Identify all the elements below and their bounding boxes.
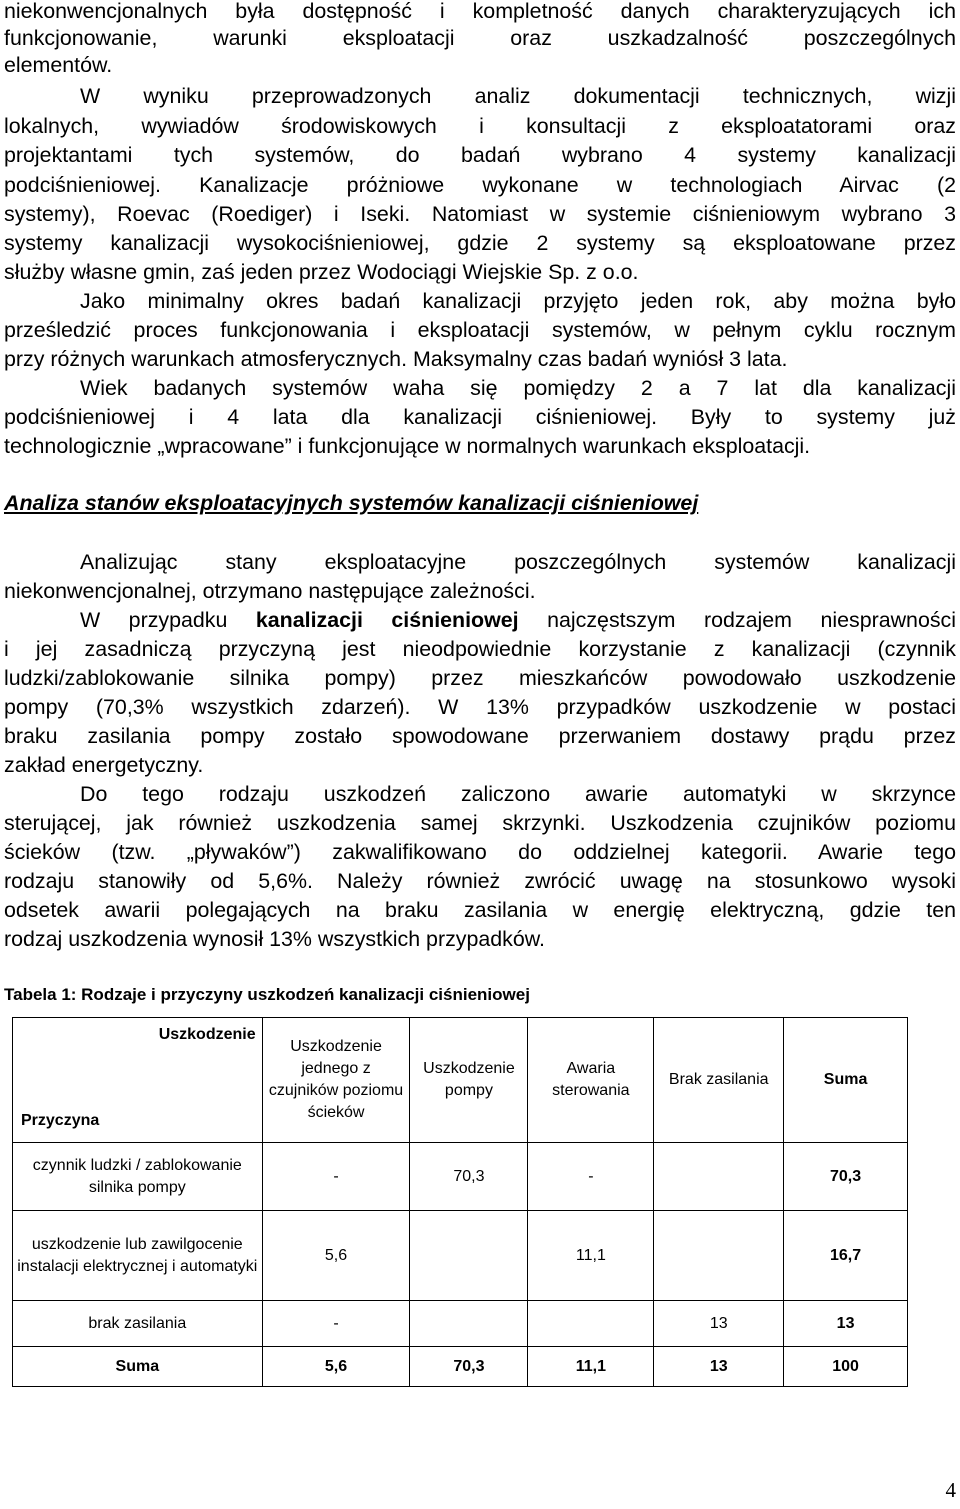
- text-line: rodzaju stanowiły od 5,6%. Należy również zwrócić uwagę na stosunkowo wysoki: [4, 869, 956, 893]
- value-cell: 13: [654, 1301, 784, 1347]
- text-line: pompy (70,3% wszystkich zdarzeń). W 13% przypadków uszkodzenie w postaci: [4, 695, 956, 719]
- text-line: sterującej, jak również uszkodzenia samej skrzynki. Uszkodzenia czujników poziomu: [4, 811, 956, 835]
- text-run: najczęstszym rodzajem niesprawności: [518, 608, 956, 632]
- value-cell: [410, 1301, 528, 1347]
- text-line: ścieków (tzw. „pływaków”) zakwalifikowano do oddzielnej kategorii. Awarie tego: [4, 840, 956, 864]
- section-heading: Analiza stanów eksploatacyjnych systemów kanalizacji ciśnieniowej: [4, 491, 699, 515]
- text-line: [4, 605, 956, 635]
- column-header: Uszkodzenie jednego z czujników poziomu ścieków: [262, 1018, 410, 1143]
- text-line: Jako minimalny okres badań kanalizacji przyjęto jeden rok, aby można było: [80, 289, 956, 313]
- column-header: Awaria sterowania: [528, 1018, 654, 1143]
- text-line: zakład energetyczny.: [4, 753, 204, 777]
- value-cell: -: [528, 1143, 654, 1211]
- text-line: niekonwencjonalnej, otrzymano następujące zależności.: [4, 579, 536, 603]
- sum-cell: 13: [784, 1301, 908, 1347]
- cause-cell: brak zasilania: [13, 1301, 263, 1347]
- corner-cause-label: Przyczyna: [21, 1112, 100, 1129]
- table-header-row: [13, 1018, 908, 1143]
- text-line: przy różnych warunkach atmosferycznych. Maksymalny czas badań wyniósł 3 lata.: [4, 347, 788, 371]
- text-line: prześledzić proces funkcjonowania i eksploatacji systemów, w pełnym cyklu rocznym: [4, 318, 956, 342]
- value-cell: 11,1: [528, 1211, 654, 1301]
- text-line: rodzaj uszkodzenia wynosił 13% wszystkich przypadków.: [4, 927, 545, 951]
- table-corner-cell: [13, 1018, 263, 1143]
- value-cell: -: [262, 1143, 410, 1211]
- value-cell: 70,3: [410, 1143, 528, 1211]
- table-row: [13, 1211, 908, 1301]
- value-cell: 13: [654, 1347, 784, 1387]
- column-header: Brak zasilania: [654, 1018, 784, 1143]
- table-row: [13, 1143, 908, 1211]
- table-sum-row: [13, 1347, 908, 1387]
- value-cell: [654, 1211, 784, 1301]
- text-line: podciśnieniowej. Kanalizacje próżniowe wykonane w technologiach Airvac (2: [4, 173, 956, 197]
- text-line: technologicznie „wpracowane” i funkcjonujące w normalnych warunkach eksploatacji.: [4, 434, 811, 458]
- sum-cell: 70,3: [784, 1143, 908, 1211]
- text-line: projektantami tych systemów, do badań wybrano 4 systemy kanalizacji: [4, 143, 956, 167]
- text-line: elementów.: [4, 53, 113, 77]
- text-line: Do tego rodzaju uszkodzeń zaliczono awarie automatyki w skrzynce: [80, 782, 956, 806]
- text-line: niekonwencjonalnych była dostępność i kompletność danych charakteryzujących ich: [4, 0, 956, 23]
- value-cell: 5,6: [262, 1211, 410, 1301]
- value-cell: -: [262, 1301, 410, 1347]
- value-cell: 70,3: [410, 1347, 528, 1387]
- page-number: 4: [945, 1478, 956, 1502]
- value-cell: 11,1: [528, 1347, 654, 1387]
- value-cell: [410, 1211, 528, 1301]
- value-cell: 5,6: [262, 1347, 410, 1387]
- text-line: lokalnych, wywiadów środowiskowych i konsultacji z eksploatatorami oraz: [4, 114, 956, 138]
- cause-cell: czynnik ludzki / zablokowanie silnika pompy: [13, 1143, 263, 1211]
- text-line: odsetek awarii polegających na braku zasilania w energię elektryczną, gdzie ten: [4, 898, 956, 922]
- text-line: systemy kanalizacji wysokociśnieniowej, gdzie 2 systemy są eksploatowane przez: [4, 231, 956, 255]
- text-line: podciśnieniowej i 4 lata dla kanalizacji ciśnieniowej. Były to systemy już: [4, 405, 956, 429]
- text-line: funkcjonowanie, warunki eksploatacji oraz uszkadzalność poszczególnych: [4, 26, 956, 50]
- value-cell: [528, 1301, 654, 1347]
- text-line: i jej zasadniczą przyczyną jest nieodpowiednie korzystanie z kanalizacji (czynnik: [4, 637, 956, 661]
- text-line: braku zasilania pompy zostało spowodowane przerwaniem dostawy prądu przez: [4, 724, 956, 748]
- cause-cell: Suma: [13, 1347, 263, 1387]
- text-run: W przypadku: [80, 608, 256, 632]
- text-line: służby własne gmin, zaś jeden przez Wodociągi Wiejskie Sp. z o.o.: [4, 260, 639, 284]
- sum-cell: 16,7: [784, 1211, 908, 1301]
- damage-table: [12, 1017, 908, 1387]
- cause-cell: uszkodzenie lub zawilgocenie instalacji elektrycznej i automatyki: [13, 1211, 263, 1301]
- value-cell: [654, 1143, 784, 1211]
- text-line: systemy), Roevac (Roediger) i Iseki. Natomiast w systemie ciśnieniowym wybrano 3: [4, 202, 956, 226]
- column-header: Suma: [784, 1018, 908, 1143]
- bold-term: kanalizacji ciśnieniowej: [255, 608, 519, 632]
- table-row: [13, 1301, 908, 1347]
- text-line: W wyniku przeprowadzonych analiz dokumentacji technicznych, wizji: [80, 84, 956, 108]
- corner-damage-label: Uszkodzenie: [158, 1026, 256, 1043]
- text-line: Wiek badanych systemów waha się pomiędzy 2 a 7 lat dla kanalizacji: [80, 376, 956, 400]
- sum-cell: 100: [784, 1347, 908, 1387]
- column-header: Uszkodzenie pompy: [410, 1018, 528, 1143]
- table-caption: Tabela 1: Rodzaje i przyczyny uszkodzeń kanalizacji ciśnieniowej: [4, 985, 530, 1004]
- text-line: Analizując stany eksploatacyjne poszczególnych systemów kanalizacji: [80, 550, 956, 574]
- text-line: ludzki/zablokowanie silnika pompy) przez mieszkańców powodowało uszkodzenie: [4, 666, 956, 690]
